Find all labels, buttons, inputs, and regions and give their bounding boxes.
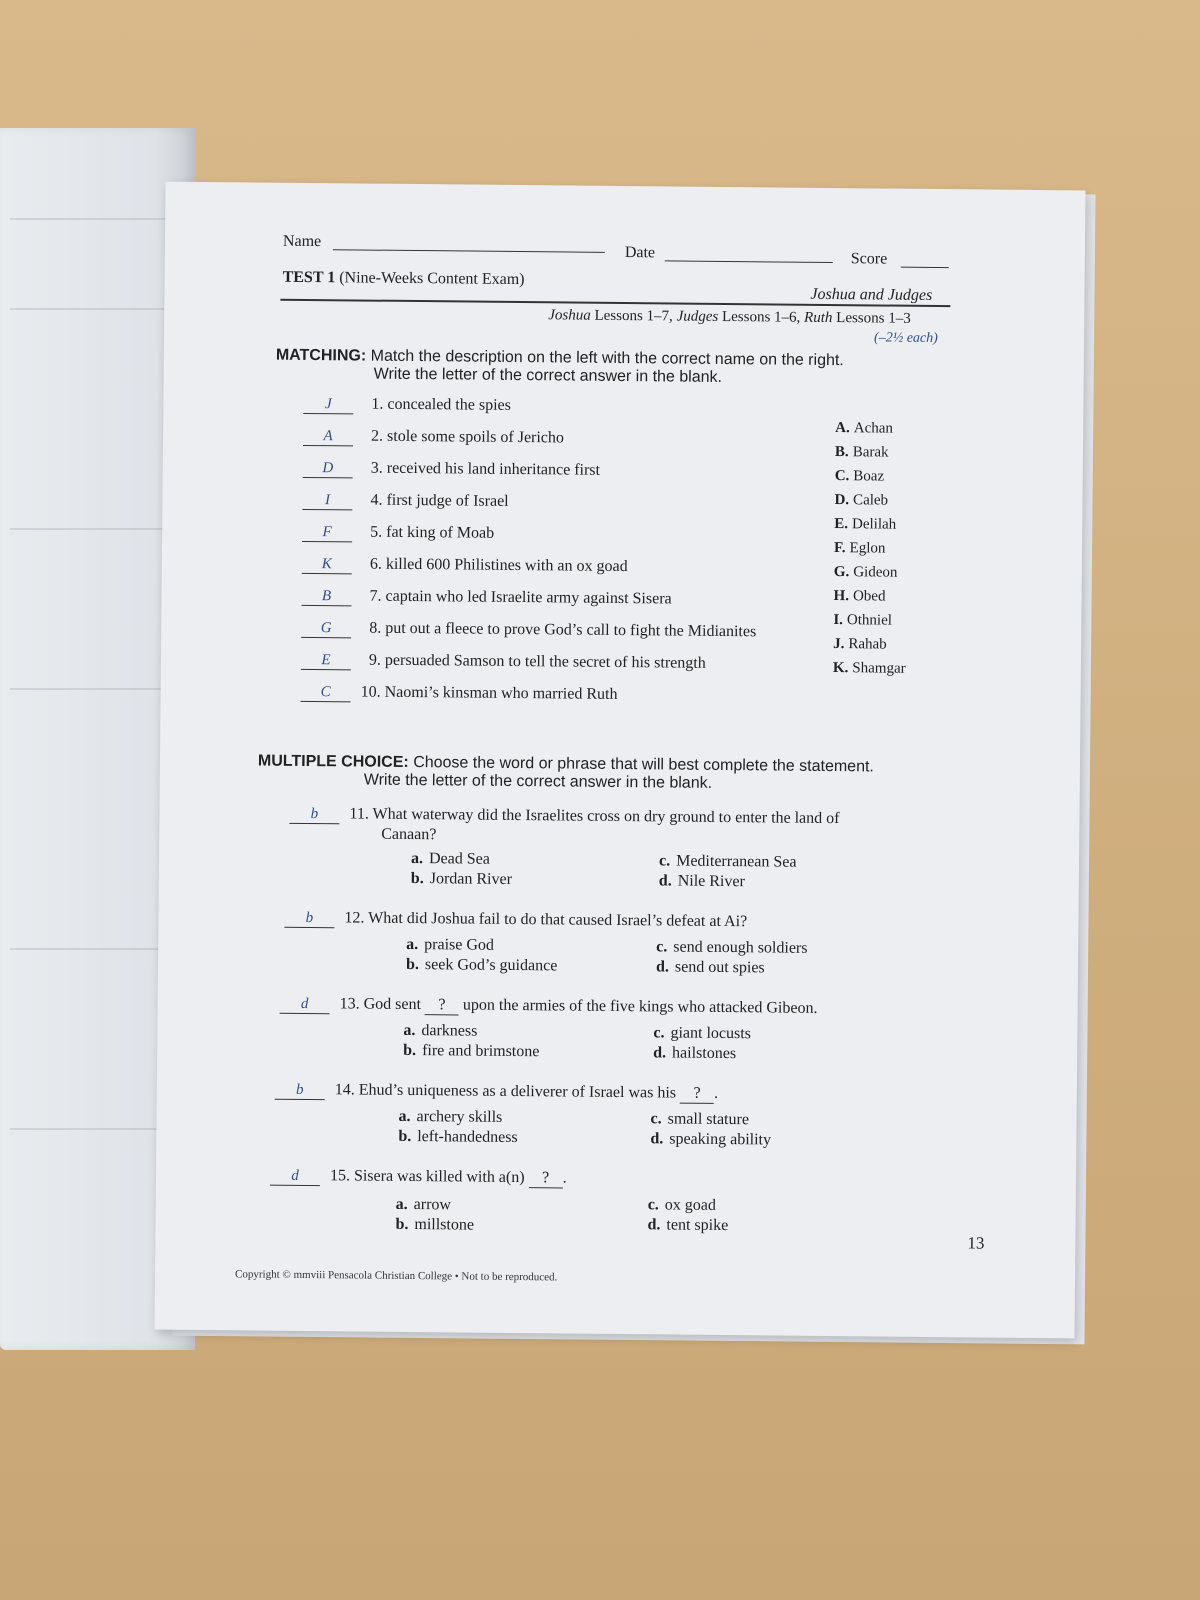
score-label: Score xyxy=(850,250,888,268)
q12-option-a: a. praise God xyxy=(406,935,495,954)
q11-option-d: d. Nile River xyxy=(658,872,745,891)
mc-answer-15[interactable]: d xyxy=(270,1167,320,1186)
q12-option-c: c. send enough soldiers xyxy=(656,938,808,957)
mc-answer-14[interactable]: b xyxy=(275,1081,325,1100)
matching-item-5: 5. fat king of Moab xyxy=(370,523,495,542)
test-subtitle: (Nine-Weeks Content Exam) xyxy=(339,269,525,289)
matching-item-9: 9. persuaded Samson to tell the secret of his strength xyxy=(368,651,706,672)
q15-option-d: d. tent spike xyxy=(647,1216,729,1235)
matching-answer-8[interactable]: G xyxy=(301,619,351,638)
matching-answer-9[interactable]: E xyxy=(301,651,351,670)
name-option-b: B. Barak xyxy=(834,444,889,461)
q13-option-d: d. hailstones xyxy=(653,1044,737,1063)
lessons-ruth: Ruth xyxy=(804,309,833,327)
name-option-d: D. Caleb xyxy=(834,492,889,509)
page-number: 13 xyxy=(967,1233,985,1253)
lessons-line xyxy=(548,307,911,327)
name-option-g: G. Gideon xyxy=(833,564,898,581)
matching-answer-2[interactable]: A xyxy=(303,427,353,446)
q12-option-b: b. seek God’s guidance xyxy=(405,955,558,975)
mc-heading: MULTIPLE CHOICE: xyxy=(257,752,409,771)
question-14-text: 14. Ehud’s uniqueness as a deliverer of Israel was his ? . xyxy=(334,1081,719,1102)
mc-answer-13[interactable]: d xyxy=(280,995,330,1014)
book-title: Joshua and Judges xyxy=(810,285,933,304)
name-option-e: E. Delilah xyxy=(834,516,897,533)
question-11-text-2: Canaan? xyxy=(381,825,437,844)
mc-instruction-1: Choose the word or phrase that will best complete the statement. xyxy=(413,754,874,776)
name-option-f: F. Eglon xyxy=(833,540,886,557)
q15-option-b: b. millstone xyxy=(395,1215,475,1234)
q11-option-a: a. Dead Sea xyxy=(410,849,490,868)
matching-instruction-2: Write the letter of the correct answer in the blank. xyxy=(373,365,723,386)
copyright: Copyright © mmviii Pensacola Christian College • Not to be reproduced. xyxy=(234,1268,558,1284)
question-12-text: 12. What did Joshua fail to do that caused Israel’s defeat at Ai? xyxy=(344,909,748,931)
lessons-joshua-range: Lessons 1–7, xyxy=(594,307,673,325)
question-14-blank: ? xyxy=(680,1085,714,1104)
name-field[interactable] xyxy=(333,249,605,253)
q14-option-d: d. speaking ability xyxy=(650,1130,772,1149)
matching-item-4: 4. first judge of Israel xyxy=(370,491,509,510)
lessons-joshua: Joshua xyxy=(548,307,591,324)
question-15-text: 15. Sisera was killed with a(n) ? . xyxy=(329,1167,567,1187)
matching-item-3: 3. received his land inheritance first xyxy=(370,459,601,479)
name-option-h: H. Obed xyxy=(833,588,886,605)
q14-option-c: c. small stature xyxy=(650,1110,750,1129)
q13-option-c: c. giant locusts xyxy=(653,1024,752,1043)
lessons-judges: Judges xyxy=(676,308,719,325)
matching-item-6: 6. killed 600 Philistines with an ox goad xyxy=(369,555,628,576)
q15-option-a: a. arrow xyxy=(395,1195,452,1214)
matching-answer-6[interactable]: K xyxy=(302,555,352,574)
matching-item-1: 1. concealed the spies xyxy=(371,395,511,414)
matching-answer-3[interactable]: D xyxy=(303,459,353,478)
q11-option-b: b. Jordan River xyxy=(410,869,513,888)
question-15-blank: ? xyxy=(529,1169,563,1188)
q15-option-c: c. ox goad xyxy=(647,1196,717,1214)
name-option-j: J. Rahab xyxy=(833,636,887,653)
q14-option-b: b. left-handedness xyxy=(398,1127,518,1147)
points-note: (–2½ each) xyxy=(873,330,938,347)
q14-option-a: a. archery skills xyxy=(398,1107,503,1126)
test-title xyxy=(283,269,525,289)
q13-option-a: a. darkness xyxy=(403,1021,478,1040)
lessons-judges-range: Lessons 1–6, xyxy=(721,308,801,326)
matching-answer-1[interactable]: J xyxy=(303,395,353,414)
date-field[interactable] xyxy=(665,260,833,263)
worksheet-page xyxy=(155,182,1086,1339)
matching-answer-7[interactable]: B xyxy=(301,587,351,606)
name-option-c: C. Boaz xyxy=(834,468,885,485)
matching-item-10: 10. Naomi’s kinsman who married Ruth xyxy=(360,683,618,703)
mc-answer-11[interactable]: b xyxy=(289,805,339,824)
matching-instruction-1: Match the description on the left with the correct name on the right. xyxy=(370,347,844,370)
q11-option-c: c. Mediterranean Sea xyxy=(658,852,797,871)
matching-answer-4[interactable]: I xyxy=(302,491,352,510)
matching-answer-5[interactable]: F xyxy=(302,523,352,542)
test-number: TEST 1 xyxy=(282,268,336,287)
q12-option-d: d. send out spies xyxy=(655,958,765,977)
mc-answer-12[interactable]: b xyxy=(284,909,334,928)
question-13-blank: ? xyxy=(425,996,459,1015)
matching-answer-10[interactable]: C xyxy=(301,683,351,702)
mc-instruction-2: Write the letter of the correct answer in the blank. xyxy=(363,771,713,792)
date-label: Date xyxy=(624,244,656,262)
question-11-text: 11. What waterway did the Israelites cross on dry ground to enter the land of xyxy=(349,805,840,828)
matching-heading: MATCHING: xyxy=(275,346,367,365)
q13-option-b: b. fire and brimstone xyxy=(403,1041,540,1061)
name-option-k: K. Shamgar xyxy=(832,660,906,677)
name-option-i: I. Othniel xyxy=(833,612,893,629)
name-label: Name xyxy=(282,232,322,251)
name-option-a: A. Achan xyxy=(835,420,894,437)
question-13-text: 13. God sent ? upon the armies of the five kings who attacked Gibeon. xyxy=(339,995,818,1017)
matching-item-7: 7. captain who led Israelite army against Sisera xyxy=(369,587,672,608)
lessons-ruth-range: Lessons 1–3 xyxy=(836,310,911,327)
matching-item-2: 2. stole some spoils of Jericho xyxy=(371,427,565,447)
score-field[interactable] xyxy=(901,267,949,268)
matching-item-8: 8. put out a fleece to prove God’s call to fight the Midianites xyxy=(369,619,757,641)
